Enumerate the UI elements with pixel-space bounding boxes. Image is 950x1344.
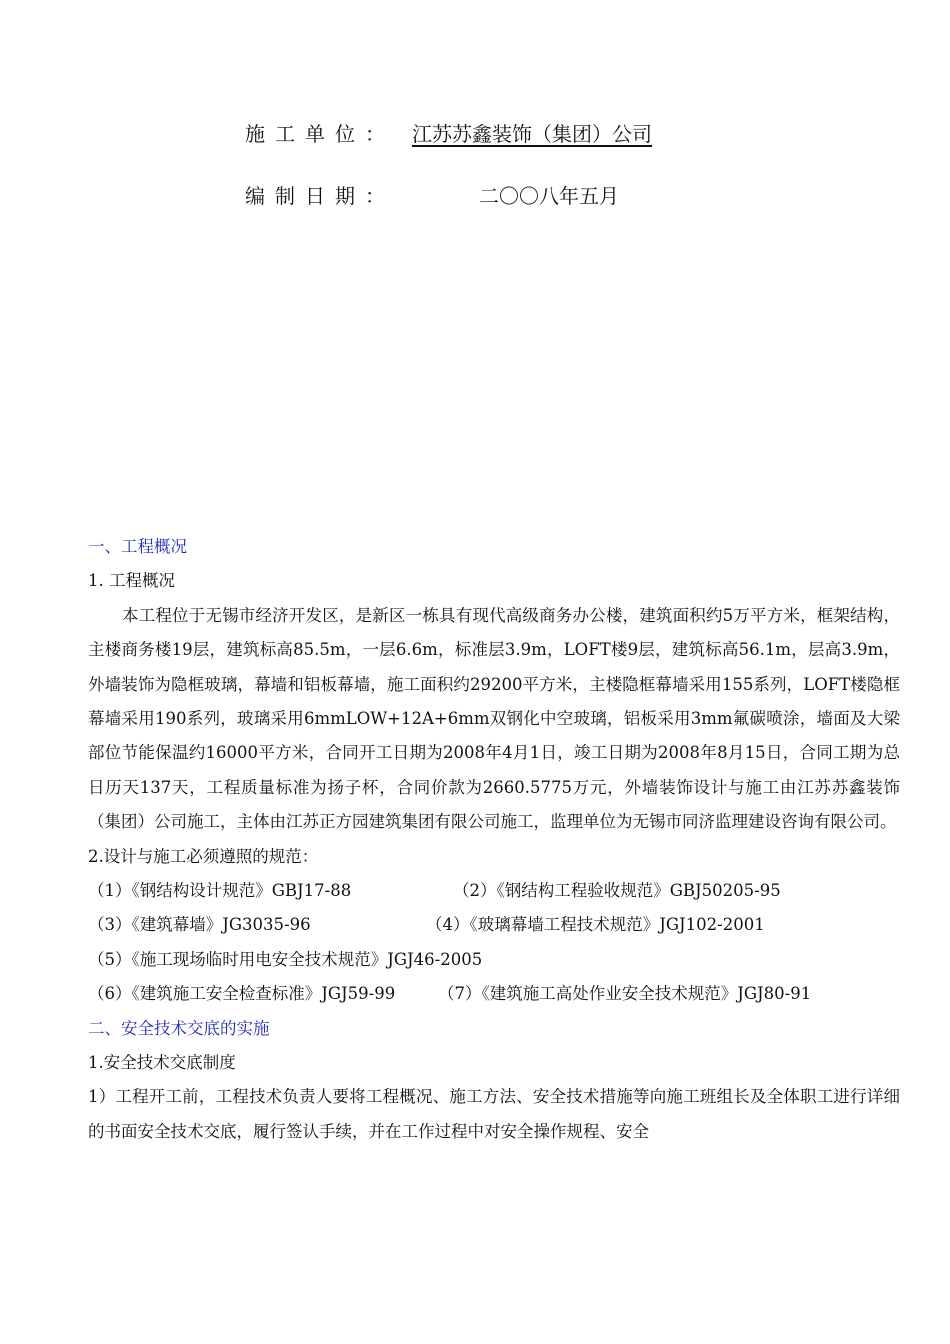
construction-unit-value: 江苏苏鑫装饰（集团）公司	[412, 122, 652, 146]
standards-row	[88, 874, 900, 908]
standards-row	[88, 977, 900, 1011]
subheading-overview: 1. 工程概况	[88, 571, 175, 591]
compile-date-value: 二〇〇八年五月	[479, 184, 619, 208]
standard-item: （4）《玻璃幕墙工程技术规范》JGJ102-2001	[426, 915, 765, 935]
subheading-safety-system: 1.安全技术交底制度	[88, 1052, 236, 1072]
compile-date-row	[245, 180, 619, 209]
section-heading-overview: 一、工程概况	[88, 537, 187, 556]
overview-paragraph: 本工程位于无锡市经济开发区，是新区一栋具有现代高级商务办公楼，建筑面积约5万平方米，框架结构，主楼商务楼19层，建筑标高85.5m，一层6.6m，标准层3.9m，LOFT楼9层，建筑标高56.1m，层高3.9m，外墙装饰为隐框玻璃，幕墙和铝板幕墙，施工面积约29200平方米，主楼隐框幕墙采用155系列，LOFT楼隐框幕墙采用190系列，玻璃采用6mmLOW+12A+6mm双钢化中空玻璃，铝板采用3mm氟碳喷涂，墙面及大梁部位节能保温约16000平方米，合同开工日期为2008年4月1日，竣工日期为2008年8月15日，合同工期为总日历天137天，工程质量标准为扬子杯，合同价款为2660.5775万元，外墙装饰设计与施工由江苏苏鑫装饰（集团）公司施工，主体由江苏正方园建筑集团有限公司施工，监理单位为无锡市同济监理建设咨询有限公司。	[88, 605, 901, 832]
standard-item: （6）《建筑施工安全检查标准》JGJ59-99	[88, 984, 396, 1004]
safety-paragraph: 1）工程开工前，工程技术负责人要将工程概况、施工方法、安全技术措施等向施工班组长及全体职工进行详细的书面安全技术交底，履行签认手续，并在工作过程中对安全操作规程、安全	[88, 1087, 900, 1141]
construction-unit-row	[245, 118, 652, 147]
standards-row	[88, 943, 900, 977]
standard-item: （7）《建筑施工高处作业安全技术规范》JGJ80-91	[438, 984, 812, 1004]
document-body	[88, 530, 900, 1149]
construction-unit-label: 施工单位：	[245, 122, 395, 146]
standard-item: （3）《建筑幕墙》JG3035-96	[88, 915, 311, 935]
section-heading-safety: 二、安全技术交底的实施	[88, 1018, 270, 1038]
standard-item: （1）《钢结构设计规范》GBJ17-88	[88, 881, 352, 901]
standard-item: （5）《施工现场临时用电安全技术规范》JGJ46-2005	[88, 949, 483, 969]
standard-item: （2）《钢结构工程验收规范》GBJ50205-95	[453, 881, 781, 901]
compile-date-label: 编制日期：	[245, 184, 395, 208]
standards-row	[88, 908, 900, 942]
subheading-standards: 2.设计与施工必须遵照的规范：	[88, 846, 319, 866]
